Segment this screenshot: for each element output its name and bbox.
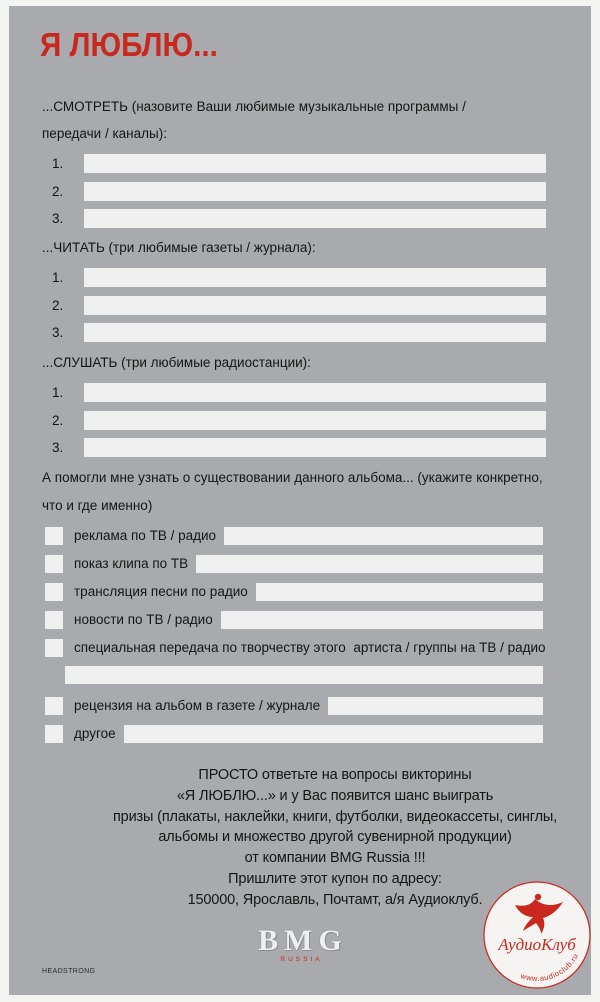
read-answer-3-field[interactable] [84, 323, 546, 342]
option-label: специальная передача по творчеству этого артиста / группы на ТВ / радио [74, 640, 546, 655]
row-number: 2. [52, 184, 64, 199]
row-number: 2. [52, 298, 64, 313]
press-review-details-field[interactable] [328, 697, 543, 715]
listen-answer-2-field[interactable] [84, 411, 546, 430]
mailing-address: 150000, Ярославль, Почтамт, а/я Аудиоклуб. [187, 891, 483, 908]
watch-answer-2-field[interactable] [84, 182, 546, 201]
read-prompt: ...ЧИТАТЬ (три любимые газеты / журнала): [42, 240, 316, 255]
promo-line: Пришлите этот купон по адресу: [228, 870, 442, 887]
promo-line: ПРОСТО ответьте на вопросы викторины [198, 767, 472, 783]
read-row-2 [52, 296, 546, 315]
watch-answer-3-field[interactable] [84, 209, 546, 228]
news-checkbox[interactable] [45, 611, 63, 629]
option-row-tv-radio-ad [45, 527, 543, 545]
tv-radio-ad-details-field[interactable] [224, 527, 543, 545]
watch-prompt-line-2: передачи / каналы): [42, 126, 167, 141]
promo-line: призы (плакаты, наклейки, книги, футболки, видеокассеты, синглы, [112, 808, 558, 825]
listen-row-2 [52, 411, 546, 430]
promo-line: от компании BMG Russia !!! [244, 850, 426, 867]
option-label: трансляция песни по радио [74, 584, 248, 599]
listen-row-1 [52, 383, 546, 402]
special-program-details-field[interactable] [65, 666, 543, 684]
bmg-logo: BMG [258, 924, 348, 957]
promo-line: альбомы и множество другой сувенирной продукции) [158, 829, 512, 846]
special-program-checkbox[interactable] [45, 639, 63, 657]
source-prompt-line-1: А помогли мне узнать о существовании данного альбома... (укажите конкретно, [42, 470, 543, 485]
source-prompt-line-2: что и где именно) [42, 498, 153, 513]
row-number: 3. [52, 325, 64, 340]
special-program-field-row [65, 666, 543, 684]
watch-prompt-line-1: ...СМОТРЕТЬ (назовите Ваши любимые музыкальные программы / [42, 99, 466, 114]
design-credit: HEADSTRONG [42, 968, 96, 975]
read-answer-1-field[interactable] [84, 268, 546, 287]
option-label: реклама по ТВ / радио [74, 528, 217, 543]
watch-row-3 [52, 209, 546, 228]
radio-airplay-details-field[interactable] [256, 583, 543, 601]
row-number: 2. [52, 413, 64, 428]
row-number: 1. [52, 385, 64, 400]
row-number: 3. [52, 440, 64, 455]
watch-answer-1-field[interactable] [84, 154, 546, 173]
option-label: показ клипа по ТВ [74, 556, 189, 571]
read-answer-2-field[interactable] [84, 296, 546, 315]
radio-airplay-checkbox[interactable] [45, 583, 63, 601]
promo-line: «Я ЛЮБЛЮ...» и у Вас появится шанс выиграть [176, 787, 494, 804]
audioclub-url: www.audioclub.ru [519, 951, 581, 984]
listen-answer-1-field[interactable] [84, 383, 546, 402]
press-review-checkbox[interactable] [45, 697, 63, 715]
option-row-other [45, 725, 543, 743]
audioclub-logo [481, 879, 593, 991]
listen-prompt: ...СЛУШАТЬ (три любимые радиостанции): [42, 355, 311, 370]
row-number: 3. [52, 211, 64, 226]
option-label: рецензия на альбом в газете / журнале [74, 698, 321, 713]
watch-row-1 [52, 154, 546, 173]
read-row-3 [52, 323, 546, 342]
bmg-logo-region: RUSSIA [280, 956, 323, 963]
option-label: другое [74, 726, 116, 741]
audioclub-name: АудиоКлуб [498, 935, 576, 954]
option-row-news [45, 611, 543, 629]
tv-radio-ad-checkbox[interactable] [45, 527, 63, 545]
row-number: 1. [52, 270, 64, 285]
option-row-radio-airplay [45, 583, 543, 601]
other-checkbox[interactable] [45, 725, 63, 743]
option-label: новости по ТВ / радио [74, 612, 213, 627]
watch-row-2 [52, 182, 546, 201]
other-details-field[interactable] [124, 725, 543, 743]
option-row-special-program [45, 639, 546, 657]
news-details-field[interactable] [221, 611, 543, 629]
listen-answer-3-field[interactable] [84, 438, 546, 457]
video-clip-checkbox[interactable] [45, 555, 63, 573]
option-row-video-clip [45, 555, 543, 573]
row-number: 1. [52, 156, 64, 171]
option-row-press-review [45, 697, 543, 715]
page-title: Я ЛЮБЛЮ... [40, 26, 218, 63]
listen-row-3 [52, 438, 546, 457]
read-row-1 [52, 268, 546, 287]
video-clip-details-field[interactable] [196, 555, 543, 573]
